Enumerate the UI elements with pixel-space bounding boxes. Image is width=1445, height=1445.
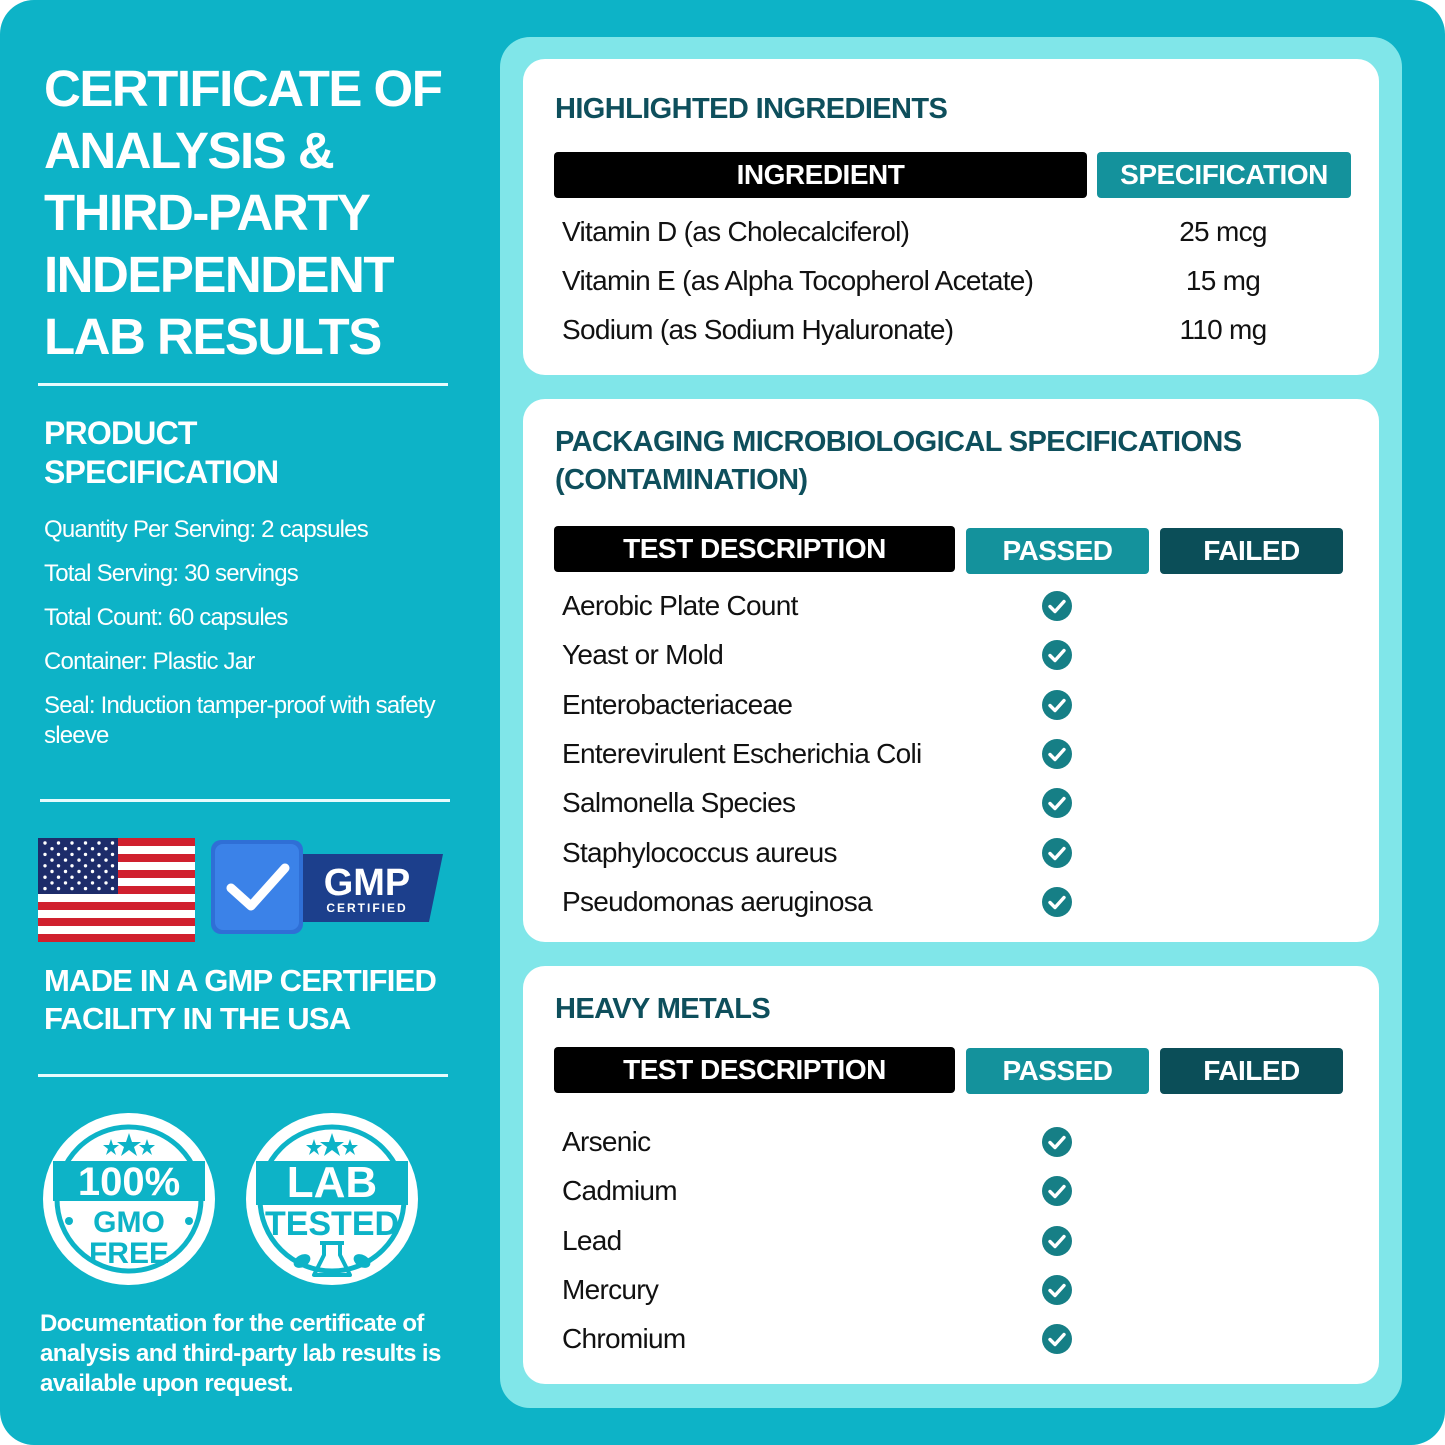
test-description-header: TEST DESCRIPTION	[554, 526, 955, 572]
product-spec-title-line: PRODUCT	[44, 415, 197, 451]
passed-check-icon	[1042, 690, 1072, 720]
gmp-certified-badge	[211, 840, 443, 934]
heavy-metals-card	[523, 966, 1379, 1384]
passed-check-icon	[1042, 1275, 1072, 1305]
heavy-metals-title: HEAVY METALS	[555, 993, 771, 1025]
microbiological-title	[555, 423, 1242, 499]
test-row-name: Cadmium	[562, 1175, 677, 1207]
test-row-name: Mercury	[562, 1273, 659, 1305]
failed-header: FAILED	[1160, 528, 1343, 574]
ingredient-name: Vitamin E (as Alpha Tocopherol Acetate)	[562, 265, 1034, 296]
passed-check-icon	[1042, 1324, 1072, 1354]
passed-check-icon	[1042, 887, 1072, 917]
test-description-header: TEST DESCRIPTION	[554, 1047, 955, 1093]
spec-item: Total Serving: 30 servings	[44, 560, 299, 587]
main-title-line: LAB RESULTS	[44, 308, 381, 365]
ingredients-card	[523, 59, 1379, 375]
test-row-name: Chromium	[562, 1323, 686, 1355]
gmo-free-badge	[43, 1113, 215, 1285]
gmp-text: GMP	[323, 862, 411, 904]
us-flag-icon	[38, 838, 195, 942]
test-row-name: Enterobacteriaceae	[562, 688, 793, 720]
ingredient-column-header: INGREDIENT	[554, 152, 1087, 198]
ingredients-title: HIGHLIGHTED INGREDIENTS	[555, 93, 948, 125]
spec-item: Seal: Induction tamper-proof with safety sleeve	[44, 692, 435, 749]
test-row-name: Salmonella Species	[562, 787, 796, 819]
spec-item: Container: Plastic Jar	[44, 648, 255, 675]
gmo-line2: GMO	[93, 1206, 165, 1239]
left-column	[0, 0, 500, 1445]
spec-item: Quantity Per Serving: 2 capsules	[44, 516, 368, 543]
made-in-usa-text	[44, 962, 464, 1038]
lab-line1: LAB	[286, 1158, 378, 1207]
lab-tested-badge	[246, 1113, 418, 1285]
product-spec-title-line: SPECIFICATION	[44, 454, 279, 490]
lab-line2: TESTED	[264, 1205, 400, 1243]
passed-check-icon	[1042, 739, 1072, 769]
passed-check-icon	[1042, 1176, 1072, 1206]
test-row-name: Aerobic Plate Count	[562, 590, 798, 621]
ingredient-name: Vitamin D (as Cholecalciferol)	[562, 216, 910, 247]
product-spec-title	[44, 414, 278, 492]
ingredient-spec: 25 mcg	[1179, 216, 1267, 247]
microbiological-title-line: PACKAGING MICROBIOLOGICAL SPECIFICATIONS	[555, 426, 1242, 458]
passed-check-icon	[1042, 788, 1072, 818]
divider	[38, 383, 448, 386]
spec-list	[44, 515, 454, 765]
gmo-line1: 100%	[77, 1160, 181, 1204]
spec-item: Total Count: 60 capsules	[44, 604, 288, 631]
made-in-usa-line: MADE IN A GMP CERTIFIED	[44, 963, 437, 998]
passed-check-icon	[1042, 640, 1072, 670]
made-in-usa-line: FACILITY IN THE USA	[44, 1001, 351, 1036]
ingredient-spec: 15 mg	[1185, 265, 1261, 296]
test-row-name: Yeast or Mold	[562, 639, 724, 671]
ingredient-spec: 110 mg	[1179, 314, 1267, 345]
divider	[38, 1074, 448, 1077]
main-title	[44, 58, 484, 368]
test-row-name: Arsenic	[562, 1126, 651, 1157]
divider	[40, 799, 450, 802]
failed-header: FAILED	[1160, 1048, 1343, 1094]
main-title-line: CERTIFICATE OF	[44, 60, 442, 117]
test-row-name: Enterevirulent Escherichia Coli	[562, 737, 922, 769]
microbiological-card	[523, 399, 1379, 942]
passed-header: PASSED	[966, 1048, 1149, 1094]
main-title-line: ANALYSIS &	[44, 122, 334, 179]
ingredient-name: Sodium (as Sodium Hyaluronate)	[562, 314, 954, 345]
passed-header: PASSED	[966, 528, 1149, 574]
passed-check-icon	[1042, 591, 1072, 621]
main-title-line: THIRD-PARTY	[44, 184, 370, 241]
test-row-name: Lead	[562, 1224, 622, 1256]
gmp-subtext: CERTIFIED	[326, 901, 408, 915]
test-row-name: Pseudomonas aeruginosa	[562, 885, 872, 917]
gmo-line3: FREE	[88, 1237, 170, 1270]
main-title-line: INDEPENDENT	[44, 246, 394, 303]
passed-check-icon	[1042, 838, 1072, 868]
microbiological-title-line: (CONTAMINATION)	[555, 464, 808, 496]
documentation-note: Documentation for the certificate of analysis and third-party lab results is available upon request.	[40, 1310, 441, 1397]
passed-check-icon	[1042, 1127, 1072, 1157]
passed-check-icon	[1042, 1226, 1072, 1256]
test-row-name: Staphylococcus aureus	[562, 836, 837, 868]
specification-column-header: SPECIFICATION	[1097, 152, 1351, 198]
